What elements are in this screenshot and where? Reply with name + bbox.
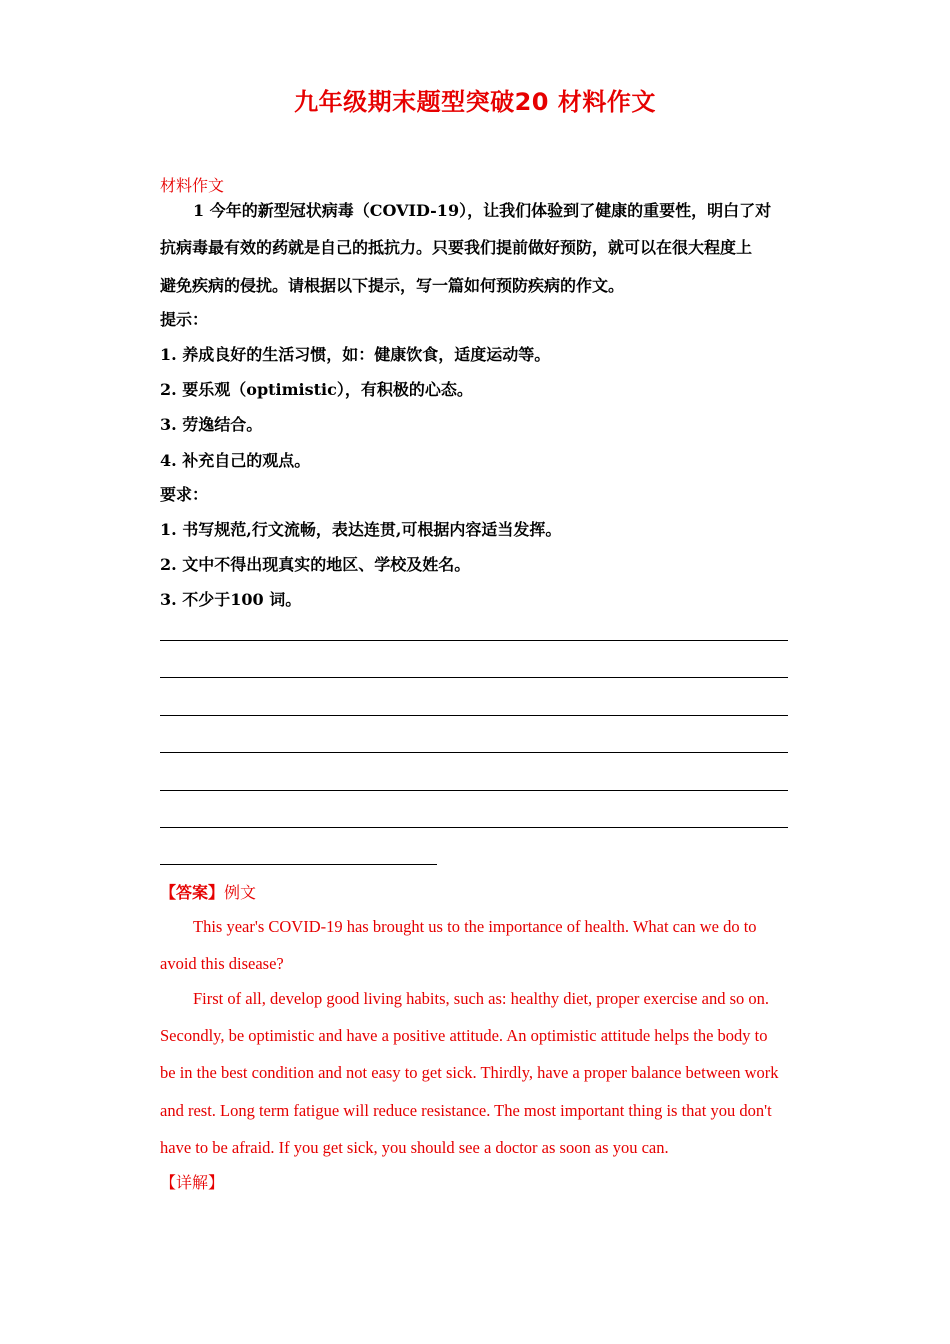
answer-heading [160, 883, 256, 903]
prompt-line: 抗病毒最有效的药就是自己的抵抗力。只要我们提前做好预防，就可以在很大程度上 [160, 238, 753, 257]
section-label: 材料作文 [160, 176, 225, 195]
hint-item: 4. 补充自己的观点。 [160, 451, 311, 470]
requirements-label: 要求： [160, 485, 209, 504]
writing-line [160, 752, 788, 753]
answer-line: Secondly, be optimistic and have a positive attitude. An optimistic attitude helps the body to [160, 1026, 768, 1045]
hints-label: 提示： [160, 310, 209, 329]
answer-line: have to be afraid. If you get sick, you should see a doctor as soon as you can. [160, 1138, 669, 1157]
hint-item: 2. 要乐观（optimistic），有积极的心态。 [160, 380, 473, 399]
writing-line [160, 827, 788, 828]
requirement-item: 3. 不少于100 词。 [160, 590, 302, 609]
requirement-item: 2. 文中不得出现真实的地区、学校及姓名。 [160, 555, 471, 574]
writing-line [160, 640, 788, 641]
writing-line [160, 715, 788, 716]
requirement-item: 1. 书写规范,行文流畅，表达连贯,可根据内容适当发挥。 [160, 520, 562, 539]
answer-line: avoid this disease? [160, 954, 284, 973]
writing-line [160, 677, 788, 678]
hint-item: 1. 养成良好的生活习惯，如：健康饮食，适度运动等。 [160, 345, 551, 364]
page-title: 九年级期末题型突破20 材料作文 [294, 88, 656, 116]
prompt-line: 1 今年的新型冠状病毒（COVID-19），让我们体验到了健康的重要性，明白了对 [193, 201, 772, 220]
hint-item: 3. 劳逸结合。 [160, 415, 263, 434]
answer-line: be in the best condition and not easy to get sick. Thirdly, have a proper balance between work [160, 1063, 779, 1082]
answer-label: 【答案】 [160, 883, 225, 902]
prompt-line: 避免疾病的侵扰。请根据以下提示，写一篇如何预防疾病的作文。 [160, 276, 625, 295]
answer-line: First of all, develop good living habits, such as: healthy diet, proper exercise and so on. [193, 989, 770, 1008]
explanation-label: 【详解】 [160, 1173, 225, 1192]
answer-line: and rest. Long term fatigue will reduce resistance. The most important thing is that you don't [160, 1101, 772, 1120]
answer-line: This year's COVID-19 has brought us to the importance of health. What can we do to [193, 917, 757, 936]
writing-line [160, 790, 788, 791]
answer-sublabel: 例文 [224, 883, 257, 902]
writing-line [160, 864, 437, 865]
